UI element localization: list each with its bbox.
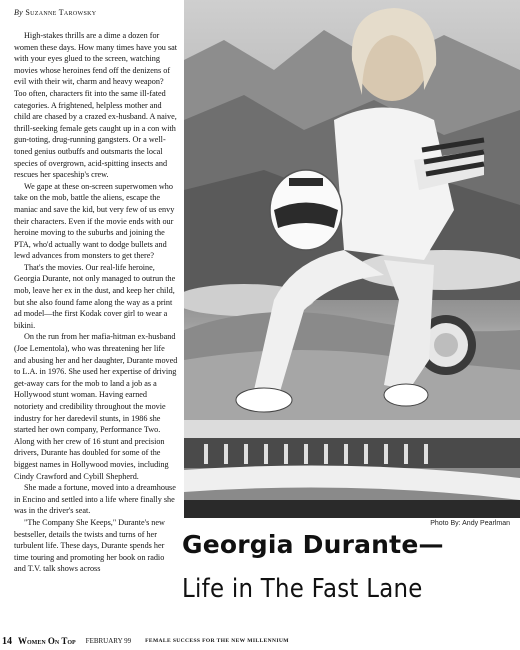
photo-credit: Photo By: Andy Pearlman [430,520,510,527]
article-paragraph: "The Company She Keeps," Durante's new bestseller, details the twists and turns of her turbulent life. These days, Durante spends her time touring and promoting her book on radio and T.V. talk shows across [14,517,165,574]
page-footer [0,632,520,650]
byline-prefix: By [14,8,24,17]
article-body [14,30,178,575]
page-number: 14 [2,635,12,647]
headline-primary: Georgia Durante— [182,530,444,559]
feature-photo [184,0,520,518]
article-paragraph: High-stakes thrills are a dime a dozen for women these days. How many times have you sat with your eyes glued to the screen, watching movies whose heroines fend off the denizens of evil with their wit, charm and heavy weapon? Too often, characters fit into the same ill-fated categories. A frightened, helpless mother and child are chased by a crazed ex-husband. A naive, thrill-seeking female gets caught up in a con with gun-toting, drug-running gangsters. Or a well-toned genius outbuffs and outsmarts the local species of overgrown, acid-spitting insects and rescues her spaceship's crew. [14,31,178,180]
article-paragraph: She made a fortune, moved into a dreamhouse in Encino and settled into a life where finally she was in the driver's seat. [14,483,176,516]
article-paragraph: We gape at these on-screen superwomen who take on the mob, battle the aliens, escape the maniac and save the kid, but very few of us envy their characters. Even if the movie ends with our heroine moving to the suburbs and joining the PTA, who'd actually want to dodge bullets and lewd advances from monsters to get there? [14,181,175,261]
magazine-name: Women On Top [18,636,76,646]
photo-illustration [184,0,520,518]
byline [14,8,184,17]
magazine-tagline: FEMALE SUCCESS FOR THE NEW MILLENNIUM [145,638,289,644]
article-paragraph: On the run from her mafia-hitman ex-husband (Joe Lementola), who was threatening her life and abusing her and her daughter, Durante moved to L.A. in 1976. She used her expertise of driving get-away cars for the mob to land a job as a Hollywood stunt woman. Having earned notoriety and credibility throughout the movie industry for her daredevil stunts, in 1986 she started her own company, Performance Two. Along with her crew of 16 stunt and precision drivers, Durante has doubled for some of the biggest names in Hollywood movies, including Cindy Crawford and Cybill Shepherd. [14,332,178,481]
article-paragraph: That's the movies. Our real-life heroine, Georgia Durante, not only managed to outrun the mob, leave her ex in the dust, and keep her child, but she also found fame along the way as a print ad model—the first Kodak cover girl to wear a bikini. [14,262,176,330]
byline-author: Suzanne Tarowsky [25,8,97,17]
headline-secondary: Life in The Fast Lane [182,574,423,604]
issue-date: FEBRUARY 99 [85,637,132,645]
